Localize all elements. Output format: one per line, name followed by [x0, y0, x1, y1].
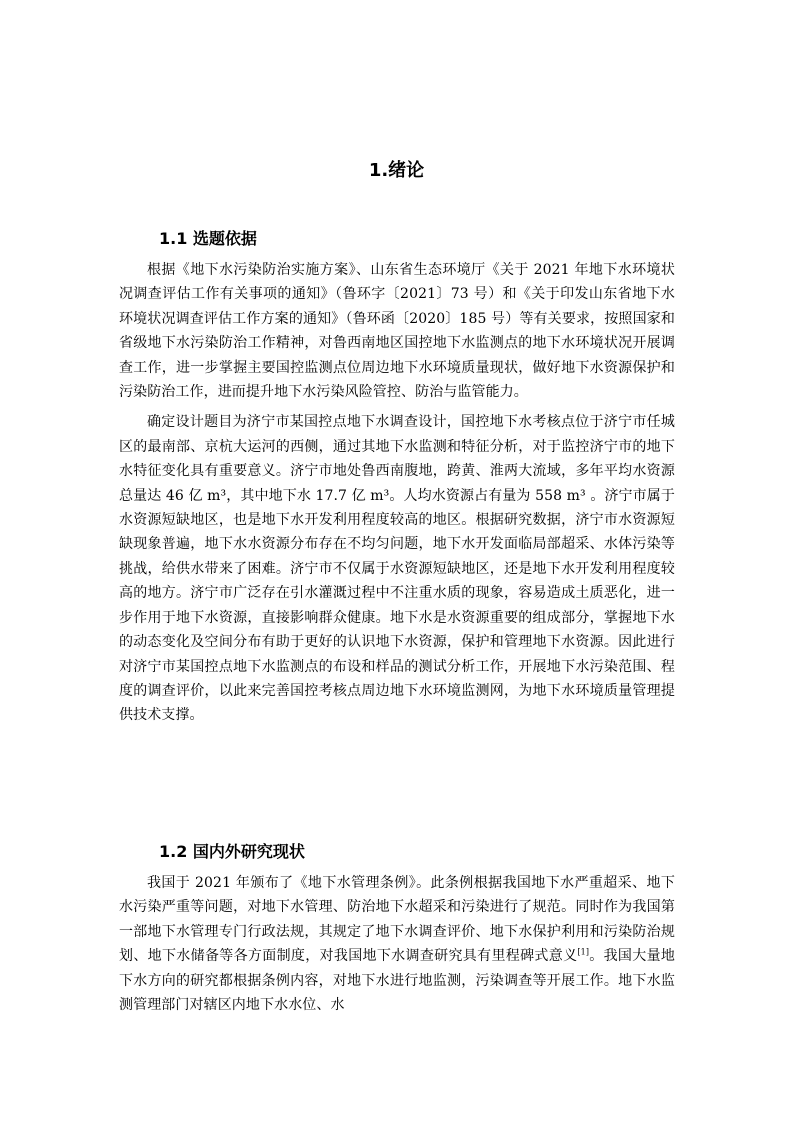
- section-body-1-2: [119, 871, 675, 1017]
- paragraph-text: 我国于 2021 年颁布了《地下水管理条例》。此条例根据我国地下水严重超采、地下水污染严重等问题，对地下水管理、防治地下水超采和污染进行了规范。同时作为我国第一部地下水管理专门行政法规，其规定了地下水调查评价、地下水保护利用和污染防治规划、地下水储备等各方面制度，对我国地下水调查研究具有里程碑式意义: [119, 875, 675, 965]
- citation-reference: [1]: [577, 947, 590, 957]
- section-heading-1-2: 1.2 国内外研究现状: [159, 842, 305, 861]
- paragraph: [119, 871, 675, 1017]
- paragraph: 确定设计题目为济宁市某国控点地下水调查设计，国控地下水考核点位于济宁市任城区的最南部、京杭大运河的西侧，通过其地下水监测和特征分析，对于监控济宁市的地下水特征变化具有重要意义。济宁市地处鲁西南腹地，跨黄、淮两大流域，多年平均水资源总量达 46 亿 m³，其中地下水 17.7 亿 m³。人均水资源占有量为 558 m³ 。济宁市属于水资源短缺地区，也是地下水开发利用程度较高的地区。根据研究数据，济宁市水资源短缺现象普遍，地下水水资源分布存在不均匀问题，地下水开发面临局部超采、水体污染等挑战，给供水带来了困难。济宁市不仅属于水资源短缺地区，还是地下水开发利用程度较高的地方。济宁市广泛存在引水灌溉过程中不注重水质的现象，容易造成土质恶化，进一步作用于地下水资源，直接影响群众健康。地下水是水资源重要的组成部分，掌握地下水的动态变化及空间分布有助于更好的认识地下水资源，保护和管理地下水资源。因此进行对济宁市某国控点地下水监测点的布设和样品的测试分析工作，开展地下水污染范围、程度的调查评价，以此来完善国控考核点周边地下水环境监测网，为地下水环境质量管理提供技术支撑。: [119, 414, 675, 724]
- section-heading-1-1: 1.1 选题依据: [159, 229, 257, 248]
- section-body-1-1: [119, 258, 675, 728]
- paragraph-text: 。我国大量地下水方向的研究都根据条例内容，对地下水进行地监测，污染调查等开展工作。地下水监测管理部门对辖区内地下水水位、水: [119, 948, 675, 1014]
- paragraph: 根据《地下水污染防治实施方案》、山东省生态环境厅《关于 2021 年地下水环境状况调查评估工作有关事项的通知》（鲁环字〔2021〕73 号）和《关于印发山东省地下水环境状况调查评估工作方案的通知》（鲁环函〔2020〕185 号）等有关要求，按照国家和省级地下水污染防治工作精神，对鲁西南地区国控地下水监测点的地下水环境状况开展调查工作，进一步掌握主要国控监测点位周边地下水环境质量现状，做好地下水资源保护和污染防治工作，进而提升地下水污染风险管控、防治与监管能力。: [119, 262, 675, 401]
- chapter-title: 1.绪论: [368, 160, 425, 181]
